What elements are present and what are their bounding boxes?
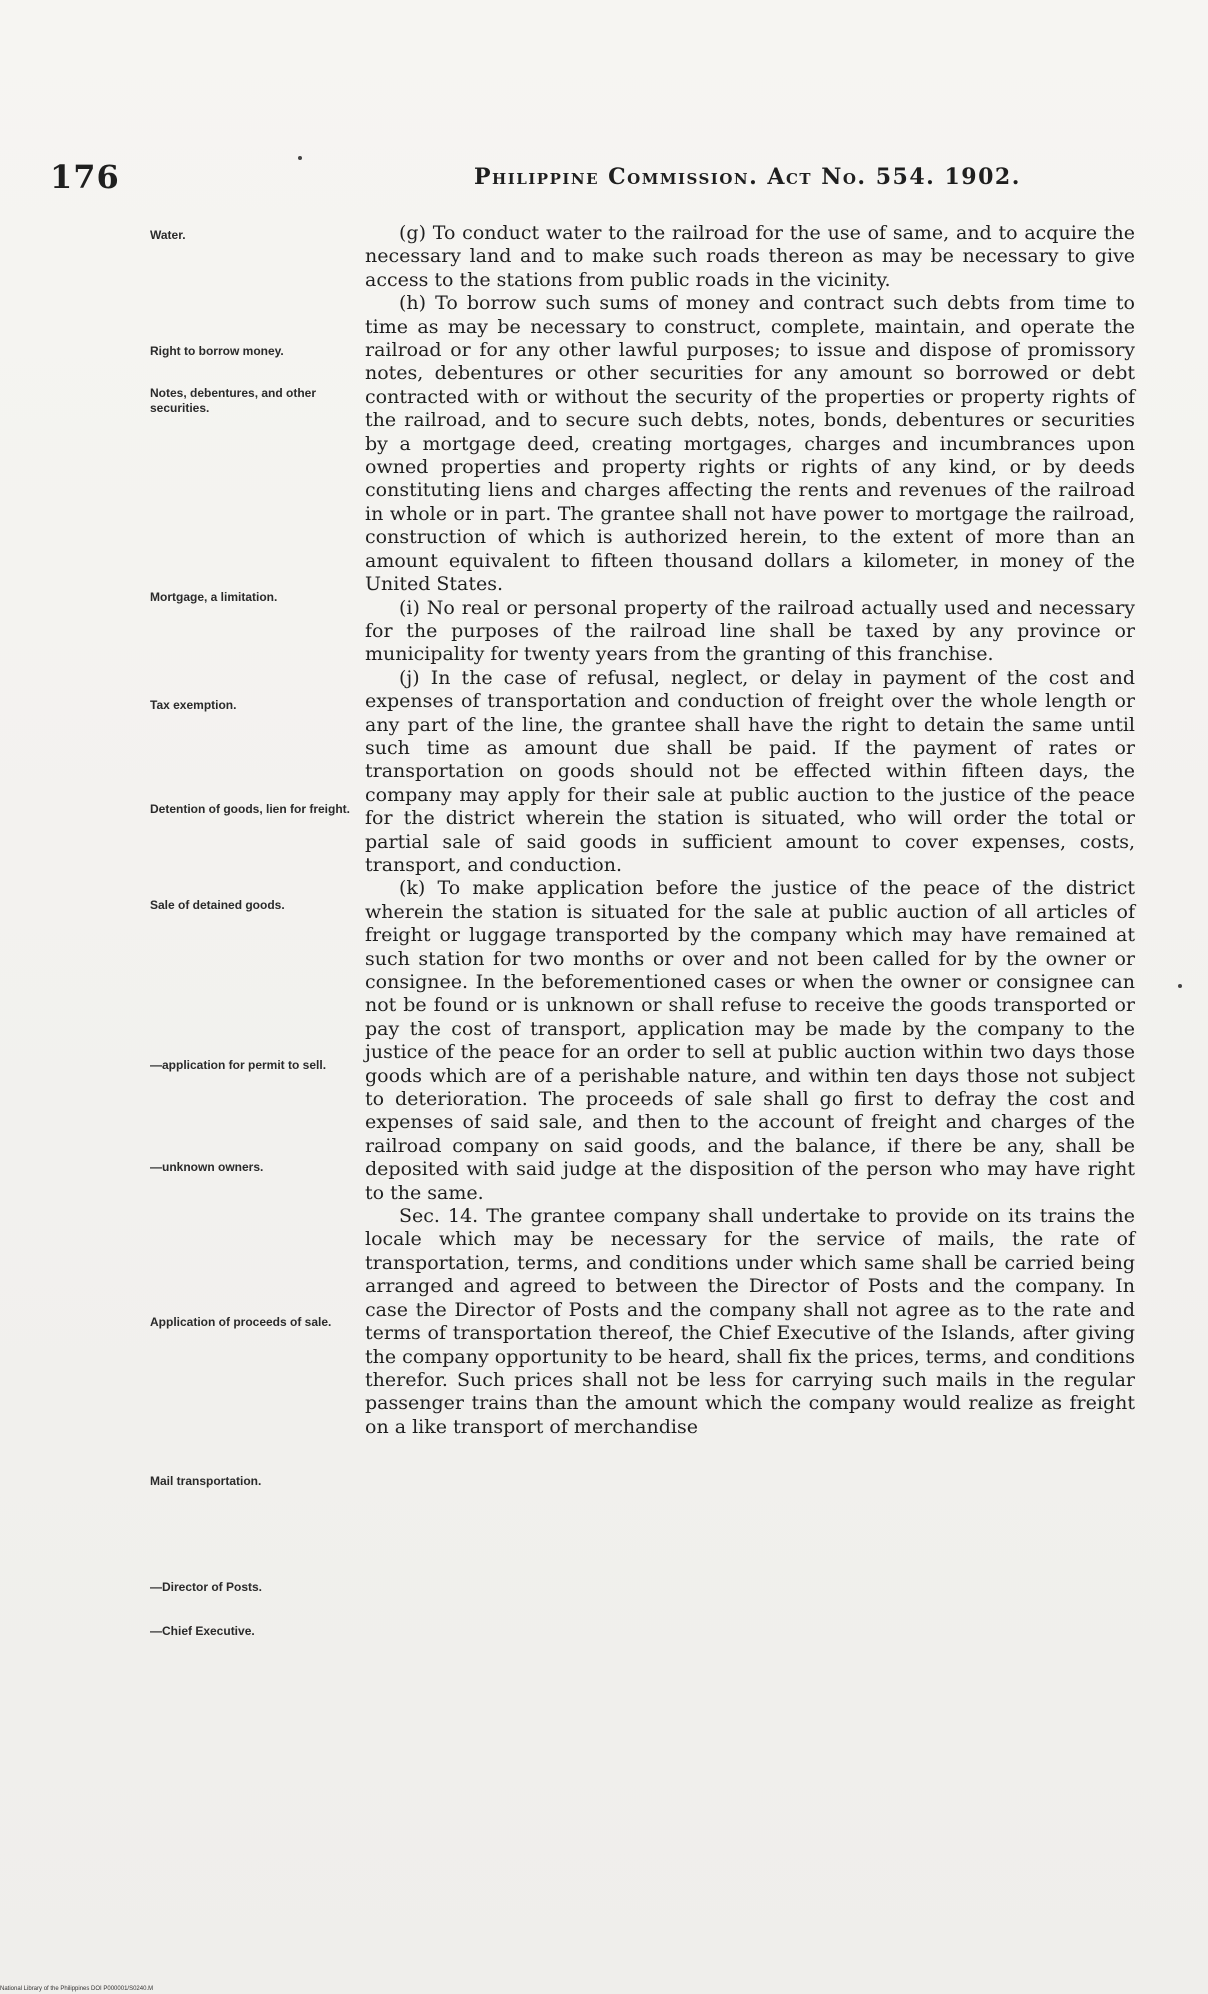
margin-note: Detention of goods, lien for freight. [150,802,350,816]
margin-note: Mortgage, a limitation. [150,590,278,604]
margin-note: —Chief Executive. [150,1624,255,1638]
body-text [365,222,1135,1439]
page-number: 176 [50,158,120,196]
margin-note: Right to borrow money. [150,344,284,358]
section-14: Sec. 14. The grantee company shall undertake to provide on its trains the locale which may be necessary for the service of mails, the rate of transportation, terms, and conditions under which same shall be carried being arranged and agreed to between the Director of Posts and the company. In case the Director of Posts and the company shall not agree as to the rate and terms of transportation thereof, the Chief Executive of the Islands, after giving the company opportunity to be heard, shall fix the prices, terms, and conditions therefor. Such prices shall not be less for carrying such mails in the regular passenger trains than the amount which the company would realize as freight on a like transport of merchandise [365,1205,1135,1438]
paragraph-j: (j) In the case of refusal, neglect, or delay in payment of the cost and expenses of transportation and conduction of freight over the whole length or any part of the line, the grantee shall have the right to detain the same until such time as amount due shall be paid. If the payment of rates or transportation on goods should not be effected within fifteen days, the company may apply for their sale at public auction to the justice of the peace for the district wherein the station is situated, who will order the total or partial sale of said goods in sufficient amount to cover expenses, costs, transport, and conduction. [365,666,1135,876]
page-header [50,158,1150,198]
margin-note: Sale of detained goods. [150,898,285,912]
specks [1178,984,1182,988]
margin-note: Mail transportation. [150,1474,262,1488]
margin-note: —unknown owners. [150,1160,264,1174]
margin-note: Notes, debentures, and other securities. [150,386,317,415]
margin-note: Tax exemption. [150,698,237,712]
paragraph-h: (h) To borrow such sums of money and contract such debts from time to time as may be necessary to construct, complete, maintain, and operate the railroad or for any other lawful purposes; to issue and dispose of promissory notes, debentures or other securities for any amount so borrowed or debt contracted with or without the security of the properties or property rights of the railroad, and to secure such debts, notes, bonds, debentures or securities by a mortgage deed, creating mortgages, charges and incumbrances upon owned properties and property rights or rights of any kind, or by deeds constituting liens and charges affecting the rents and revenues of the railroad in whole or in part. The grantee shall not have power to mortgage the railroad, construction of which is authorized herein, to the extent of more than an amount equivalent to fifteen thousand dollars a kilometer, in money of the United States. [365,292,1135,596]
margin-note: —application for permit to sell. [150,1058,327,1072]
scan-footer: National Library of the Philippines DOI P000001/S0240.M [0,1986,154,1992]
margin-note: Water. [150,228,186,242]
paragraph-k: (k) To make application before the justice of the peace of the district wherein the station is situated for the sale at public auction of all articles of freight or luggage transported by the company which may have remained at such station for two months or over and not been called for by the owner or consignee. In the beforementioned cases or when the owner or consignee can not be found or is unknown or shall refuse to receive the goods transported or pay the cost of transport, application may be made by the company to the justice of the peace for an order to sell at public auction within two days those goods which are of a perishable nature, and within ten days those not subject to deterioration. The proceeds of sale shall go first to defray the cost and expenses of said sale, and then to the account of freight and charges of the railroad company on said goods, and the balance, if there be any, shall be deposited with said judge at the disposition of the person who may have right to the same. [365,877,1135,1204]
paragraph-i: (i) No real or personal property of the railroad actually used and necessary for the purposes of the railroad line shall be taxed by any province or municipality for twenty years from the granting of this franchise. [365,596,1135,666]
paragraph-g: (g) To conduct water to the railroad for the use of same, and to acquire the necessary land and to make such roads thereon as may be necessary to give access to the stations from public roads in the vicinity. [365,222,1135,291]
running-head: Philippine Commission. Act No. 554. 1902. [474,164,1021,190]
margin-note: —Director of Posts. [150,1580,263,1594]
margin-note: Application of proceeds of sale. [150,1315,332,1329]
